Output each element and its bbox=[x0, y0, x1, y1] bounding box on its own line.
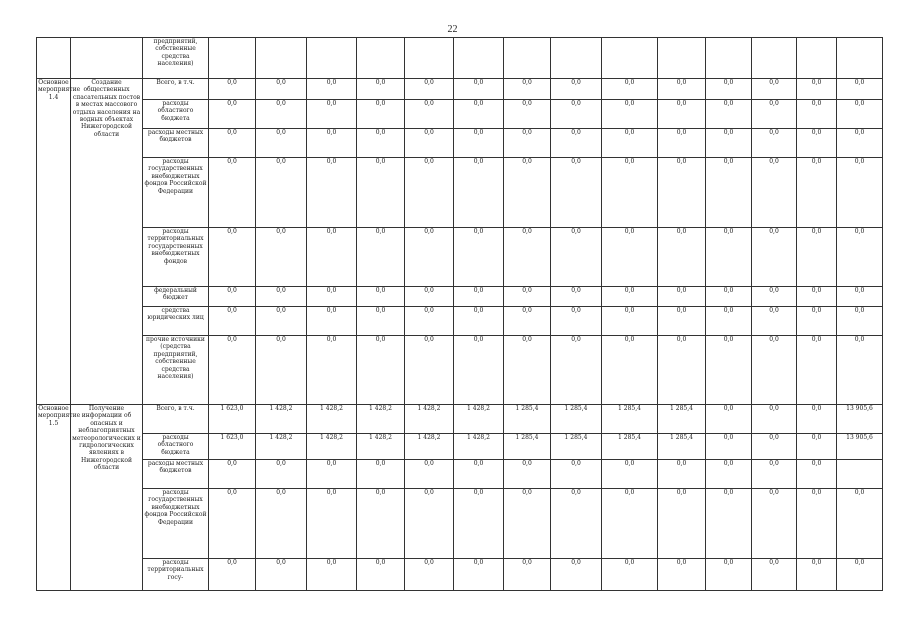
value-cell: 0,0 bbox=[797, 79, 837, 100]
value-cell: 0,0 bbox=[454, 129, 504, 158]
value-cell: 0,0 bbox=[837, 79, 883, 100]
value-cell: 0,0 bbox=[602, 489, 658, 559]
value-cell bbox=[837, 38, 883, 79]
value-cell: 0,0 bbox=[551, 158, 602, 228]
value-cell: 1 428,2 bbox=[357, 405, 405, 434]
value-cell: 0,0 bbox=[504, 460, 551, 489]
value-cell: 0,0 bbox=[256, 158, 307, 228]
value-cell: 0,0 bbox=[602, 336, 658, 405]
value-cell: 0,0 bbox=[837, 158, 883, 228]
value-cell: 0,0 bbox=[752, 434, 797, 460]
value-cell: 0,0 bbox=[209, 489, 256, 559]
value-cell bbox=[797, 38, 837, 79]
page-number: 22 bbox=[447, 24, 458, 35]
value-cell: 1 285,4 bbox=[658, 405, 706, 434]
value-cell: 0,0 bbox=[209, 158, 256, 228]
value-cell: 0,0 bbox=[357, 228, 405, 287]
value-cell: 0,0 bbox=[797, 559, 837, 591]
value-cell: 0,0 bbox=[454, 158, 504, 228]
value-cell: 0,0 bbox=[405, 559, 454, 591]
section-name: Создание общественных спасательных постов в местах массового отдыха населения на водных объектах Нижегородской области bbox=[71, 79, 143, 405]
value-cell: 0,0 bbox=[307, 79, 357, 100]
value-cell: 1 428,2 bbox=[454, 405, 504, 434]
value-cell: 1 428,2 bbox=[357, 434, 405, 460]
table-row bbox=[37, 100, 883, 129]
value-cell: 0,0 bbox=[307, 158, 357, 228]
value-cell: 0,0 bbox=[357, 129, 405, 158]
funding-source: федеральный бюджет bbox=[143, 287, 209, 307]
value-cell: 0,0 bbox=[256, 100, 307, 129]
value-cell: 0,0 bbox=[602, 100, 658, 129]
value-cell: 0,0 bbox=[504, 489, 551, 559]
value-cell bbox=[454, 38, 504, 79]
value-cell: 0,0 bbox=[551, 129, 602, 158]
value-cell bbox=[256, 38, 307, 79]
value-cell: 0,0 bbox=[752, 79, 797, 100]
value-cell: 0,0 bbox=[405, 158, 454, 228]
value-cell bbox=[209, 38, 256, 79]
value-cell: 0,0 bbox=[837, 129, 883, 158]
value-cell bbox=[658, 38, 706, 79]
value-cell bbox=[504, 38, 551, 79]
value-cell: 0,0 bbox=[357, 460, 405, 489]
value-cell: 0,0 bbox=[405, 460, 454, 489]
value-cell: 0,0 bbox=[551, 489, 602, 559]
value-cell: 0,0 bbox=[357, 158, 405, 228]
value-cell: 0,0 bbox=[837, 489, 883, 559]
value-cell: 0,0 bbox=[209, 79, 256, 100]
value-cell: 0,0 bbox=[256, 79, 307, 100]
value-cell: 0,0 bbox=[752, 287, 797, 307]
value-cell: 0,0 bbox=[752, 158, 797, 228]
value-cell: 0,0 bbox=[837, 100, 883, 129]
value-cell: 0,0 bbox=[551, 100, 602, 129]
value-cell: 0,0 bbox=[797, 100, 837, 129]
value-cell: 0,0 bbox=[256, 559, 307, 591]
value-cell: 0,0 bbox=[307, 100, 357, 129]
value-cell: 0,0 bbox=[551, 307, 602, 336]
table-row bbox=[37, 434, 883, 460]
value-cell: 0,0 bbox=[797, 307, 837, 336]
value-cell: 0,0 bbox=[357, 559, 405, 591]
table-row bbox=[37, 79, 883, 100]
value-cell: 0,0 bbox=[454, 559, 504, 591]
value-cell: 0,0 bbox=[706, 434, 752, 460]
value-cell bbox=[307, 38, 357, 79]
value-cell: 0,0 bbox=[706, 100, 752, 129]
value-cell: 0,0 bbox=[658, 287, 706, 307]
value-cell: 0,0 bbox=[209, 287, 256, 307]
value-cell: 0,0 bbox=[551, 460, 602, 489]
value-cell: 1 285,4 bbox=[504, 434, 551, 460]
value-cell: 0,0 bbox=[706, 336, 752, 405]
value-cell: 0,0 bbox=[706, 559, 752, 591]
value-cell: 1 428,2 bbox=[454, 434, 504, 460]
value-cell: 0,0 bbox=[256, 129, 307, 158]
funding-source: расходы областного бюджета bbox=[143, 100, 209, 129]
value-cell: 13 905,6 bbox=[837, 434, 883, 460]
value-cell: 1 428,2 bbox=[307, 434, 357, 460]
value-cell: 0,0 bbox=[797, 129, 837, 158]
value-cell: 0,0 bbox=[405, 100, 454, 129]
value-cell: 0,0 bbox=[504, 559, 551, 591]
value-cell: 0,0 bbox=[454, 336, 504, 405]
value-cell: 0,0 bbox=[658, 336, 706, 405]
value-cell: 0,0 bbox=[706, 158, 752, 228]
value-cell: 0,0 bbox=[405, 307, 454, 336]
value-cell bbox=[602, 38, 658, 79]
value-cell: 0,0 bbox=[602, 460, 658, 489]
value-cell: 0,0 bbox=[405, 489, 454, 559]
value-cell: 0,0 bbox=[405, 129, 454, 158]
value-cell: 0,0 bbox=[658, 79, 706, 100]
value-cell: 0,0 bbox=[209, 460, 256, 489]
value-cell: 0,0 bbox=[307, 307, 357, 336]
value-cell bbox=[357, 38, 405, 79]
value-cell: 0,0 bbox=[454, 228, 504, 287]
value-cell: 1 428,2 bbox=[256, 405, 307, 434]
value-cell: 0,0 bbox=[357, 100, 405, 129]
value-cell: 0,0 bbox=[752, 405, 797, 434]
value-cell: 0,0 bbox=[551, 287, 602, 307]
table-row bbox=[37, 460, 883, 489]
value-cell bbox=[752, 38, 797, 79]
value-cell: 0,0 bbox=[797, 336, 837, 405]
funding-source: расходы областного бюджета bbox=[143, 434, 209, 460]
table-row bbox=[37, 559, 883, 591]
value-cell bbox=[405, 38, 454, 79]
funding-source: Всего, в т.ч. bbox=[143, 79, 209, 100]
value-cell: 0,0 bbox=[357, 489, 405, 559]
value-cell: 0,0 bbox=[307, 559, 357, 591]
value-cell: 0,0 bbox=[797, 460, 837, 489]
value-cell: 0,0 bbox=[307, 460, 357, 489]
funding-source: расходы территориальных госу- bbox=[143, 559, 209, 591]
budget-table bbox=[36, 37, 883, 591]
value-cell: 0,0 bbox=[209, 100, 256, 129]
funding-source: предприятий, собственные средства населения) bbox=[143, 38, 209, 79]
value-cell: 0,0 bbox=[209, 307, 256, 336]
value-cell: 0,0 bbox=[752, 307, 797, 336]
value-cell: 0,0 bbox=[307, 287, 357, 307]
table-row bbox=[37, 287, 883, 307]
value-cell: 0,0 bbox=[551, 559, 602, 591]
value-cell: 0,0 bbox=[357, 79, 405, 100]
value-cell: 0,0 bbox=[307, 129, 357, 158]
value-cell: 0,0 bbox=[504, 100, 551, 129]
value-cell: 0,0 bbox=[797, 158, 837, 228]
value-cell: 0,0 bbox=[256, 228, 307, 287]
value-cell: 0,0 bbox=[658, 129, 706, 158]
value-cell: 0,0 bbox=[209, 559, 256, 591]
value-cell: 0,0 bbox=[752, 129, 797, 158]
value-cell bbox=[837, 460, 883, 489]
value-cell: 1 285,4 bbox=[551, 434, 602, 460]
empty-cell bbox=[37, 38, 71, 79]
value-cell: 0,0 bbox=[454, 287, 504, 307]
section-code: Основное мероприятие 1.5 bbox=[37, 405, 71, 591]
value-cell: 0,0 bbox=[256, 287, 307, 307]
value-cell: 0,0 bbox=[307, 228, 357, 287]
value-cell: 0,0 bbox=[504, 129, 551, 158]
empty-cell bbox=[71, 38, 143, 79]
value-cell: 0,0 bbox=[658, 158, 706, 228]
table-row bbox=[37, 228, 883, 287]
value-cell: 0,0 bbox=[706, 489, 752, 559]
value-cell: 0,0 bbox=[752, 228, 797, 287]
value-cell: 0,0 bbox=[658, 460, 706, 489]
value-cell: 0,0 bbox=[256, 489, 307, 559]
value-cell: 0,0 bbox=[454, 100, 504, 129]
value-cell: 0,0 bbox=[658, 489, 706, 559]
value-cell: 0,0 bbox=[602, 79, 658, 100]
value-cell: 0,0 bbox=[256, 307, 307, 336]
value-cell: 0,0 bbox=[706, 79, 752, 100]
value-cell: 0,0 bbox=[504, 158, 551, 228]
value-cell: 0,0 bbox=[752, 336, 797, 405]
value-cell: 0,0 bbox=[658, 307, 706, 336]
value-cell: 0,0 bbox=[706, 405, 752, 434]
value-cell: 0,0 bbox=[706, 228, 752, 287]
funding-source: расходы территориальных государственных внебюджетных фондов bbox=[143, 228, 209, 287]
value-cell: 0,0 bbox=[504, 287, 551, 307]
value-cell: 0,0 bbox=[797, 405, 837, 434]
value-cell: 0,0 bbox=[752, 489, 797, 559]
table-row bbox=[37, 158, 883, 228]
value-cell: 0,0 bbox=[405, 287, 454, 307]
table-row bbox=[37, 405, 883, 434]
value-cell: 0,0 bbox=[797, 287, 837, 307]
value-cell: 1 285,4 bbox=[551, 405, 602, 434]
value-cell: 0,0 bbox=[405, 228, 454, 287]
value-cell: 0,0 bbox=[454, 79, 504, 100]
value-cell: 0,0 bbox=[504, 79, 551, 100]
value-cell: 1 428,2 bbox=[405, 405, 454, 434]
funding-source: прочие источники (средства предприятий, собственные средства населения) bbox=[143, 336, 209, 405]
value-cell: 0,0 bbox=[454, 307, 504, 336]
value-cell: 0,0 bbox=[797, 434, 837, 460]
value-cell: 0,0 bbox=[752, 460, 797, 489]
value-cell: 0,0 bbox=[797, 489, 837, 559]
table-row bbox=[37, 129, 883, 158]
value-cell: 0,0 bbox=[551, 228, 602, 287]
funding-source: Всего, в т.ч. bbox=[143, 405, 209, 434]
value-cell: 0,0 bbox=[602, 158, 658, 228]
value-cell: 1 428,2 bbox=[307, 405, 357, 434]
value-cell: 0,0 bbox=[837, 287, 883, 307]
value-cell: 0,0 bbox=[602, 559, 658, 591]
value-cell: 0,0 bbox=[256, 460, 307, 489]
value-cell: 0,0 bbox=[837, 336, 883, 405]
value-cell: 1 623,0 bbox=[209, 405, 256, 434]
value-cell bbox=[551, 38, 602, 79]
value-cell: 1 428,2 bbox=[256, 434, 307, 460]
table-row bbox=[37, 307, 883, 336]
value-cell: 0,0 bbox=[706, 460, 752, 489]
value-cell: 0,0 bbox=[602, 307, 658, 336]
value-cell: 0,0 bbox=[837, 228, 883, 287]
value-cell: 1 428,2 bbox=[405, 434, 454, 460]
value-cell: 0,0 bbox=[209, 228, 256, 287]
table-row bbox=[37, 489, 883, 559]
value-cell: 0,0 bbox=[209, 336, 256, 405]
value-cell: 0,0 bbox=[752, 100, 797, 129]
value-cell: 0,0 bbox=[602, 129, 658, 158]
value-cell: 0,0 bbox=[405, 336, 454, 405]
value-cell: 0,0 bbox=[209, 129, 256, 158]
value-cell: 0,0 bbox=[307, 336, 357, 405]
value-cell: 0,0 bbox=[551, 79, 602, 100]
value-cell: 1 623,0 bbox=[209, 434, 256, 460]
funding-source: расходы государственных внебюджетных фондов Российской Федерации bbox=[143, 489, 209, 559]
value-cell: 0,0 bbox=[706, 307, 752, 336]
value-cell: 1 285,4 bbox=[658, 434, 706, 460]
funding-source: расходы местных бюджетов bbox=[143, 129, 209, 158]
value-cell: 0,0 bbox=[504, 228, 551, 287]
value-cell: 0,0 bbox=[504, 307, 551, 336]
value-cell: 0,0 bbox=[797, 228, 837, 287]
value-cell: 0,0 bbox=[752, 559, 797, 591]
funding-source: расходы местных бюджетов bbox=[143, 460, 209, 489]
value-cell: 1 285,4 bbox=[602, 405, 658, 434]
value-cell: 1 285,4 bbox=[504, 405, 551, 434]
value-cell: 0,0 bbox=[256, 336, 307, 405]
funding-source: расходы государственных внебюджетных фондов Российской Федерации bbox=[143, 158, 209, 228]
section-name: Получение информации об опасных и неблагоприятных метеорологических и гидрологических явлениях в Нижегородской области bbox=[71, 405, 143, 591]
value-cell: 0,0 bbox=[357, 307, 405, 336]
value-cell: 0,0 bbox=[454, 489, 504, 559]
section-code: Основное мероприятие 1.4 bbox=[37, 79, 71, 405]
value-cell: 13 905,6 bbox=[837, 405, 883, 434]
value-cell: 1 285,4 bbox=[602, 434, 658, 460]
value-cell: 0,0 bbox=[504, 336, 551, 405]
value-cell: 0,0 bbox=[307, 489, 357, 559]
value-cell: 0,0 bbox=[658, 559, 706, 591]
value-cell: 0,0 bbox=[837, 307, 883, 336]
value-cell: 0,0 bbox=[357, 336, 405, 405]
value-cell: 0,0 bbox=[658, 228, 706, 287]
value-cell: 0,0 bbox=[454, 460, 504, 489]
value-cell: 0,0 bbox=[837, 559, 883, 591]
value-cell: 0,0 bbox=[602, 228, 658, 287]
value-cell: 0,0 bbox=[551, 336, 602, 405]
value-cell: 0,0 bbox=[357, 287, 405, 307]
table-row bbox=[37, 336, 883, 405]
table-row bbox=[37, 38, 883, 79]
value-cell: 0,0 bbox=[706, 129, 752, 158]
value-cell: 0,0 bbox=[405, 79, 454, 100]
value-cell: 0,0 bbox=[602, 287, 658, 307]
funding-source: средства юридических лиц bbox=[143, 307, 209, 336]
value-cell: 0,0 bbox=[658, 100, 706, 129]
value-cell bbox=[706, 38, 752, 79]
value-cell: 0,0 bbox=[706, 287, 752, 307]
